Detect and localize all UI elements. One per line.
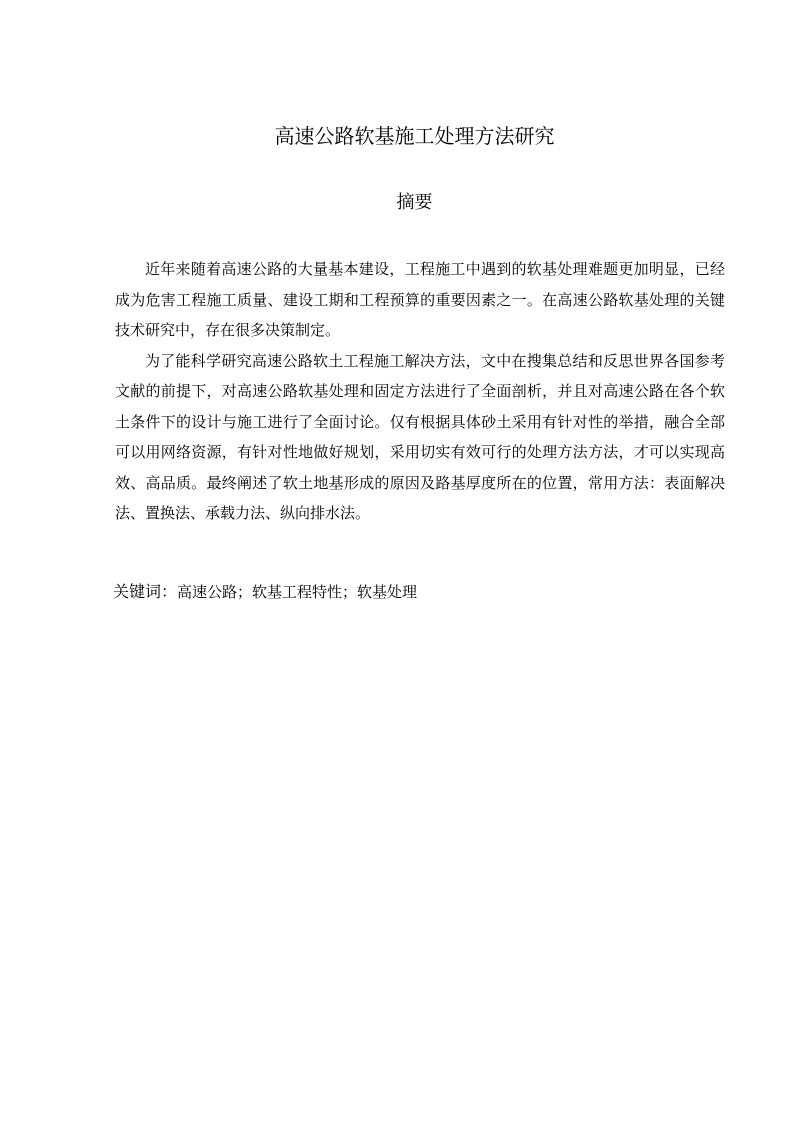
document-title: 高速公路软基施工处理方法研究 [274,124,555,148]
abstract-paragraph: 近年来随着高速公路的大量基本建设，工程施工中遇到的软基处理难题更加明显，已经成为危害工程施工质量、建设工期和工程预算的重要因素之一。在高速公路软基处理的关键技术研究中，存在很多决策制定。 [115,260,725,339]
keywords-line [113,578,733,606]
abstract-paragraph: 为了能科学研究高速公路软土工程施工解决方法，文中在搜集总结和反思世界各国参考文献的前提下，对高速公路软基处理和固定方法进行了全面剖析，并且对高速公路在各个软土条件下的设计与施工进行了全面讨论。仅有根据具体砂土采用有针对性的举措，融合全部可以用网络资源，有针对性地做好规划，采用切实有效可行的处理方法方法，才可以实现高效、高品质。最终阐述了软土地基形成的原因及路基厚度所在的位置，常用方法：表面解决法、置换法、承载力法、纵向排水法。 [115,351,725,522]
keywords-label: 关键词： [113,582,178,601]
keywords-text: 高速公路；软基工程特性；软基处理 [177,583,418,601]
abstract-heading: 摘要 [396,192,433,213]
abstract-body [115,254,725,529]
